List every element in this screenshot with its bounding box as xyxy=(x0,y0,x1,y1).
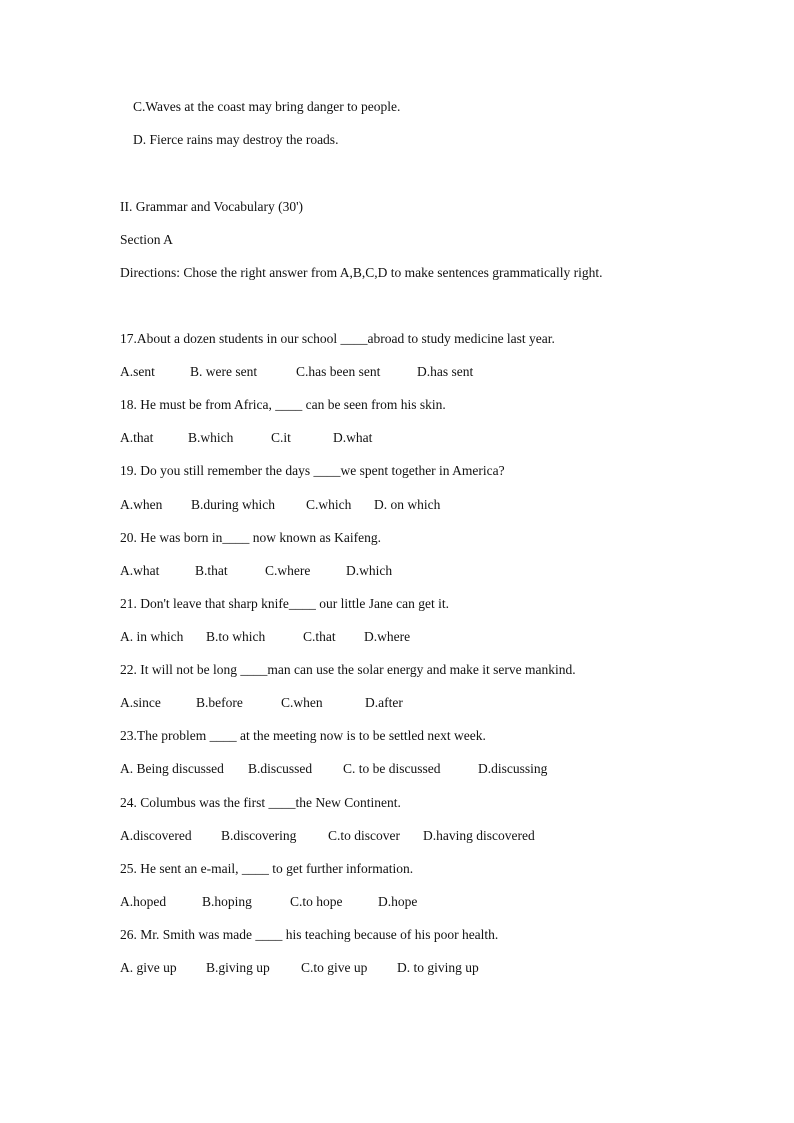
option-c: C.that xyxy=(303,629,336,644)
prev-option-d: D. Fierce rains may destroy the roads. xyxy=(133,132,339,147)
option-d: D.having discovered xyxy=(423,828,535,843)
option-a: A. in which xyxy=(120,629,184,644)
prev-option-c: C.Waves at the coast may bring danger to people. xyxy=(133,99,401,114)
option-b: B.discovering xyxy=(221,828,297,843)
option-c: C.when xyxy=(281,695,323,710)
option-b: B.discussed xyxy=(248,761,313,776)
option-b: B.before xyxy=(196,695,243,710)
question-stem: 20. He was born in____ now known as Kaifeng. xyxy=(120,530,381,545)
option-c: C.it xyxy=(271,430,291,445)
question-stem: 25. He sent an e-mail, ____ to get further information. xyxy=(120,861,414,876)
option-b: B.during which xyxy=(191,497,275,512)
option-a: A.when xyxy=(120,497,163,512)
question-stem: 23.The problem ____ at the meeting now is to be settled next week. xyxy=(120,728,486,743)
question-stem: 17.About a dozen students in our school ____abroad to study medicine last year. xyxy=(120,331,555,346)
option-d: D.after xyxy=(365,695,403,710)
option-a: A. give up xyxy=(120,960,177,975)
option-b: B.that xyxy=(195,563,228,578)
option-b: B.which xyxy=(188,430,234,445)
option-c: C.where xyxy=(265,563,311,578)
option-d: D. on which xyxy=(374,497,441,512)
question-stem: 21. Don't leave that sharp knife____ our little Jane can get it. xyxy=(120,596,449,611)
question-stem: 22. It will not be long ____man can use the solar energy and make it serve mankind. xyxy=(120,662,576,677)
option-d: D.where xyxy=(364,629,411,644)
option-d: D.what xyxy=(333,430,373,445)
option-a: A.sent xyxy=(120,364,155,379)
option-a: A.since xyxy=(120,695,161,710)
option-d: D.which xyxy=(346,563,393,578)
question-stem: 18. He must be from Africa, ____ can be seen from his skin. xyxy=(120,397,446,412)
option-b: B.giving up xyxy=(206,960,270,975)
option-b: B. were sent xyxy=(190,364,258,379)
option-c: C.has been sent xyxy=(296,364,381,379)
section-subheading: Section A xyxy=(120,232,173,247)
question-stem: 19. Do you still remember the days ____we spent together in America? xyxy=(120,463,505,478)
option-c: C.to discover xyxy=(328,828,400,843)
option-a: A.what xyxy=(120,563,160,578)
option-b: B.hoping xyxy=(202,894,252,909)
option-d: D.discussing xyxy=(478,761,548,776)
option-b: B.to which xyxy=(206,629,266,644)
option-c: C.to give up xyxy=(301,960,368,975)
option-c: C.which xyxy=(306,497,352,512)
option-d: D.has sent xyxy=(417,364,474,379)
section-heading: II. Grammar and Vocabulary (30') xyxy=(120,199,303,214)
option-d: D.hope xyxy=(378,894,418,909)
question-stem: 26. Mr. Smith was made ____ his teaching because of his poor health. xyxy=(120,927,499,942)
directions: Directions: Chose the right answer from A,B,C,D to make sentences grammatically right. xyxy=(120,265,603,280)
option-a: A.hoped xyxy=(120,894,167,909)
option-a: A.discovered xyxy=(120,828,192,843)
option-c: C. to be discussed xyxy=(343,761,441,776)
option-a: A. Being discussed xyxy=(120,761,224,776)
option-a: A.that xyxy=(120,430,154,445)
question-stem: 24. Columbus was the first ____the New Continent. xyxy=(120,795,401,810)
option-c: C.to hope xyxy=(290,894,343,909)
option-d: D. to giving up xyxy=(397,960,479,975)
